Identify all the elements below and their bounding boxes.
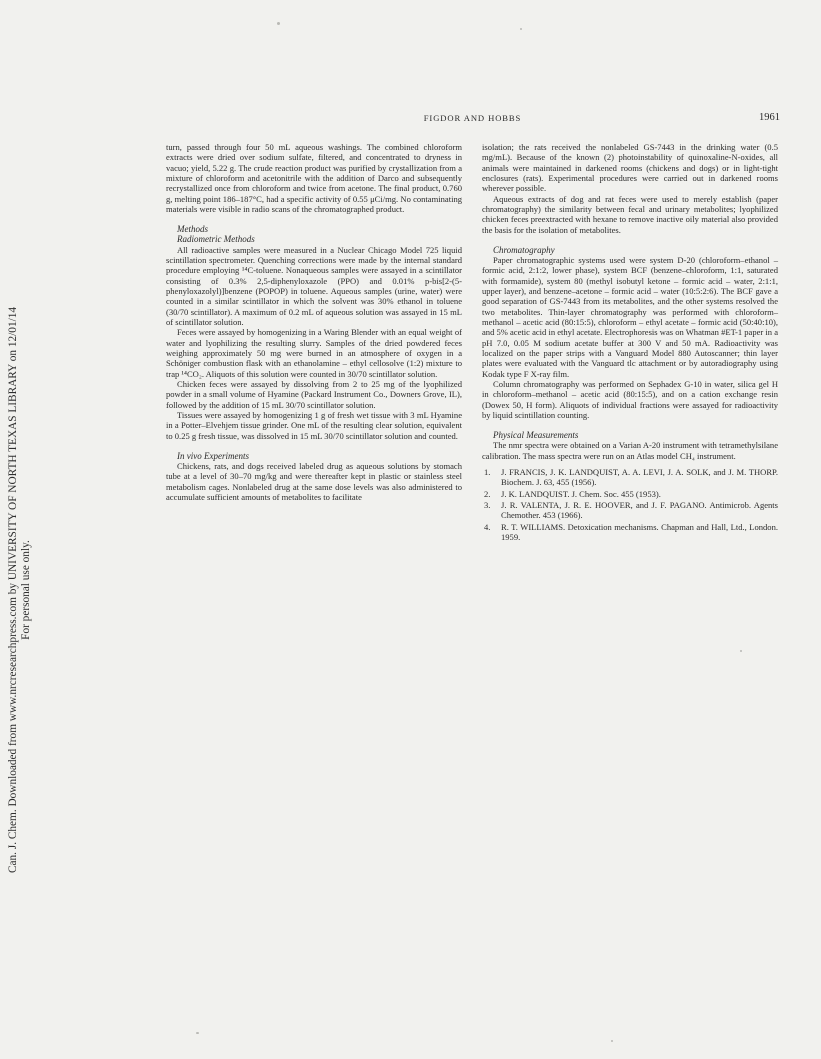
scan-speck — [277, 22, 280, 25]
invivo-paragraph-1: Chickens, rats, and dogs received labeled drug as aqueous solutions by stomach tube at a level of 30–70 mg/kg and were thereafter kept in plastic or stainless steel metabolism cages. Nonlabeled drug at the same dose levels was also administered to accumulate sufficient amounts of metabolites to facilitate — [166, 460, 462, 502]
reference-number: 3. — [484, 500, 491, 510]
right-column — [482, 142, 778, 543]
radiometric-paragraph-4: Tissues were assayed by homogenizing 1 g of fresh wet tissue with 3 mL Hyamine in a Potter–Elvehjem tissue grinder. One mL of the resulting clear solution, equivalent to 0.25 g fresh tissue, was dissolved in 15 mL 30/70 scintillator solution and counted. — [166, 410, 462, 441]
reference-text: R. T. WILLIAMS. Detoxication mechanisms. Chapman and Hall, Ltd., London. 1959. — [501, 521, 778, 543]
intro-paragraph: turn, passed through four 50 mL aqueous washings. The combined chloroform extracts were dried over sodium sulfate, filtered, and concentrated to dryness in vacuo; yield, 5.22 g. The crude reaction product was purified by crystallization from a mixture of chloroform and acetonitrile with the addition of Darco and subsequently recrystallized once from chloroform and twice from acetone. The final product, 0.760 g, melting point 186–187°C, had a specific activity of 0.55 μCi/mg. No contaminating materials were visible in radio scans of the chromatographed product. — [166, 142, 462, 215]
radiometric-paragraph-3: Chicken feces were assayed by dissolving from 2 to 25 mg of the lyophilized powder in a small volume of Hyamine (Packard Instrument Co., Downers Grove, IL), followed by the addition of 15 mL 30/70 scintillator solution. — [166, 379, 462, 410]
radiometric-heading: Radiometric Methods — [177, 234, 255, 245]
reference-text: J. FRANCIS, J. K. LANDQUIST, A. A. LEVI, J. A. SOLK, and J. M. THORP. Biochem. J. 63, 455 (1956). — [501, 466, 778, 488]
physical-measurements-heading: Physical Measurements — [493, 429, 579, 440]
page-number: 1961 — [759, 112, 780, 123]
left-column — [166, 142, 462, 502]
running-title: FIGDOR AND HOBBS — [423, 113, 522, 123]
extracts-paragraph: Aqueous extracts of dog and rat feces were used to merely establish (paper chromatography) the similarity between fecal and urinary metabolites; lyophilized chicken feces preextracted with hexane to remove inactive oily material also provided the basis for the isolation of metabolites. — [482, 193, 778, 235]
physical-measurements-paragraph: The nmr spectra were obtained on a Varian A-20 instrument with tetramethylsilane calibration. The mass spectra were run on an Atlas model CH₄ instrument. — [482, 440, 778, 461]
methods-heading: Methods — [177, 223, 208, 234]
reference-number: 1. — [484, 466, 491, 477]
reference-item — [482, 500, 778, 521]
invivo-heading: In vivo Experiments — [177, 450, 249, 461]
reference-text: J. K. LANDQUIST. J. Chem. Soc. 455 (1953). — [501, 488, 661, 499]
reference-number: 4. — [484, 521, 491, 532]
reference-number: 2. — [484, 488, 491, 499]
radiometric-paragraph-2: Feces were assayed by homogenizing in a Waring Blender with an equal weight of water and lyophilizing the resulting slurry. Samples of the dried powdered feces weighing approximately 50 mg were burned in an atmosphere of oxygen in a Schöniger combustion flask with an ethanolamine – ethyl cellosolve (1:2) mixture to trap ¹⁴CO₂. Aliquots of this solution were counted in 30/70 scintillator solution. — [166, 327, 462, 379]
scan-speck — [740, 650, 742, 652]
scan-speck — [520, 28, 522, 30]
reference-item — [482, 467, 778, 488]
scan-speck — [611, 1040, 613, 1042]
watermark-line-1: Can. J. Chem. Downloaded from www.nrcresearchpress.com by UNIVERSITY OF NORTH TEXAS LIBRARY on 12/01/14 — [7, 306, 19, 874]
scan-speck — [196, 1032, 199, 1034]
reference-item — [482, 489, 778, 499]
radiometric-paragraph-1: All radioactive samples were measured in a Nuclear Chicago Model 725 liquid scintillation spectrometer. Quenching corrections were made by the internal standard procedure employing ¹⁴C-toluene. Nonaqueous samples were assayed in a scintillator consisting of 0.3% 2,5-diphenyloxazole (PPO) and 0.01% p-bis[2-(5-phenyloxazolyl)]benzene (POPOP) in toluene. Aqueous samples (urine, water) were counted in a similar scintillator in which the solvent was 30% ethanol in toluene (30/70 scintillator). A maximum of 0.2 mL of aqueous solution was assayed in 15 mL of scintillator solution. — [166, 244, 462, 327]
reference-item — [482, 522, 778, 543]
chromatography-paragraph-1: Paper chromatographic systems used were system D-20 (chloroform–ethanol – formic acid, 2:1:2, lower phase), system BCF (benzene–chloroform, 1:1, saturated with formamide), system 80 (methyl isobutyl ketone – formic acid – water, 2:1:1, upper layer), and benzene–acetone – formic acid – water (10:5:2:6). The BCF gave a good separation of GS-7443 from its metabolites, and the other systems resolved the two metabolites. Thin-layer chromatography was performed with chloroform–methanol – acetic acid (80:15:5), chloroform – ethyl acetate – formic acid (50:40:10), and 5% acetic acid in ethyl acetate. Electrophoresis was on Whatman #ET-1 paper in a pH 7.0, 0.05 M sodium acetate buffer at 300 V and 50 mA. Radioactivity was localized on the paper strips with a Vanguard Model 880 Autoscanner; thin layer plates were evaluated with the Vanguard tlc attachment or by autoradiography using Kodak type F X-ray film. — [482, 254, 778, 379]
page-header — [165, 113, 780, 133]
chromatography-heading: Chromatography — [493, 244, 555, 255]
reference-list — [482, 467, 778, 542]
reference-text: J. R. VALENTA, J. R. E. HOOVER, and J. F. PAGANO. Antimicrob. Agents Chemother. 453 (1966). — [501, 500, 778, 521]
chromatography-paragraph-2: Column chromatography was performed on Sephadex G-10 in water, silica gel H in chloroform–methanol – acetic acid (80:15:5), and on a cation exchange resin (Dowex 50, H form). Aliquots of individual fractions were assayed for radioactivity by liquid scintillation counting. — [482, 379, 778, 421]
watermark-line-2: For personal use only. — [19, 540, 32, 640]
isolation-paragraph: isolation; the rats received the nonlabeled GS-7443 in the drinking water (0.5 mg/mL). Because of the known (2) photoinstability of quinoxaline-N-oxides, all animals were maintained in darkened rooms (chickens and dogs) or in light-tight enclosures (rats). Experimental procedures were carried out in darkened rooms wherever possible. — [482, 142, 778, 194]
